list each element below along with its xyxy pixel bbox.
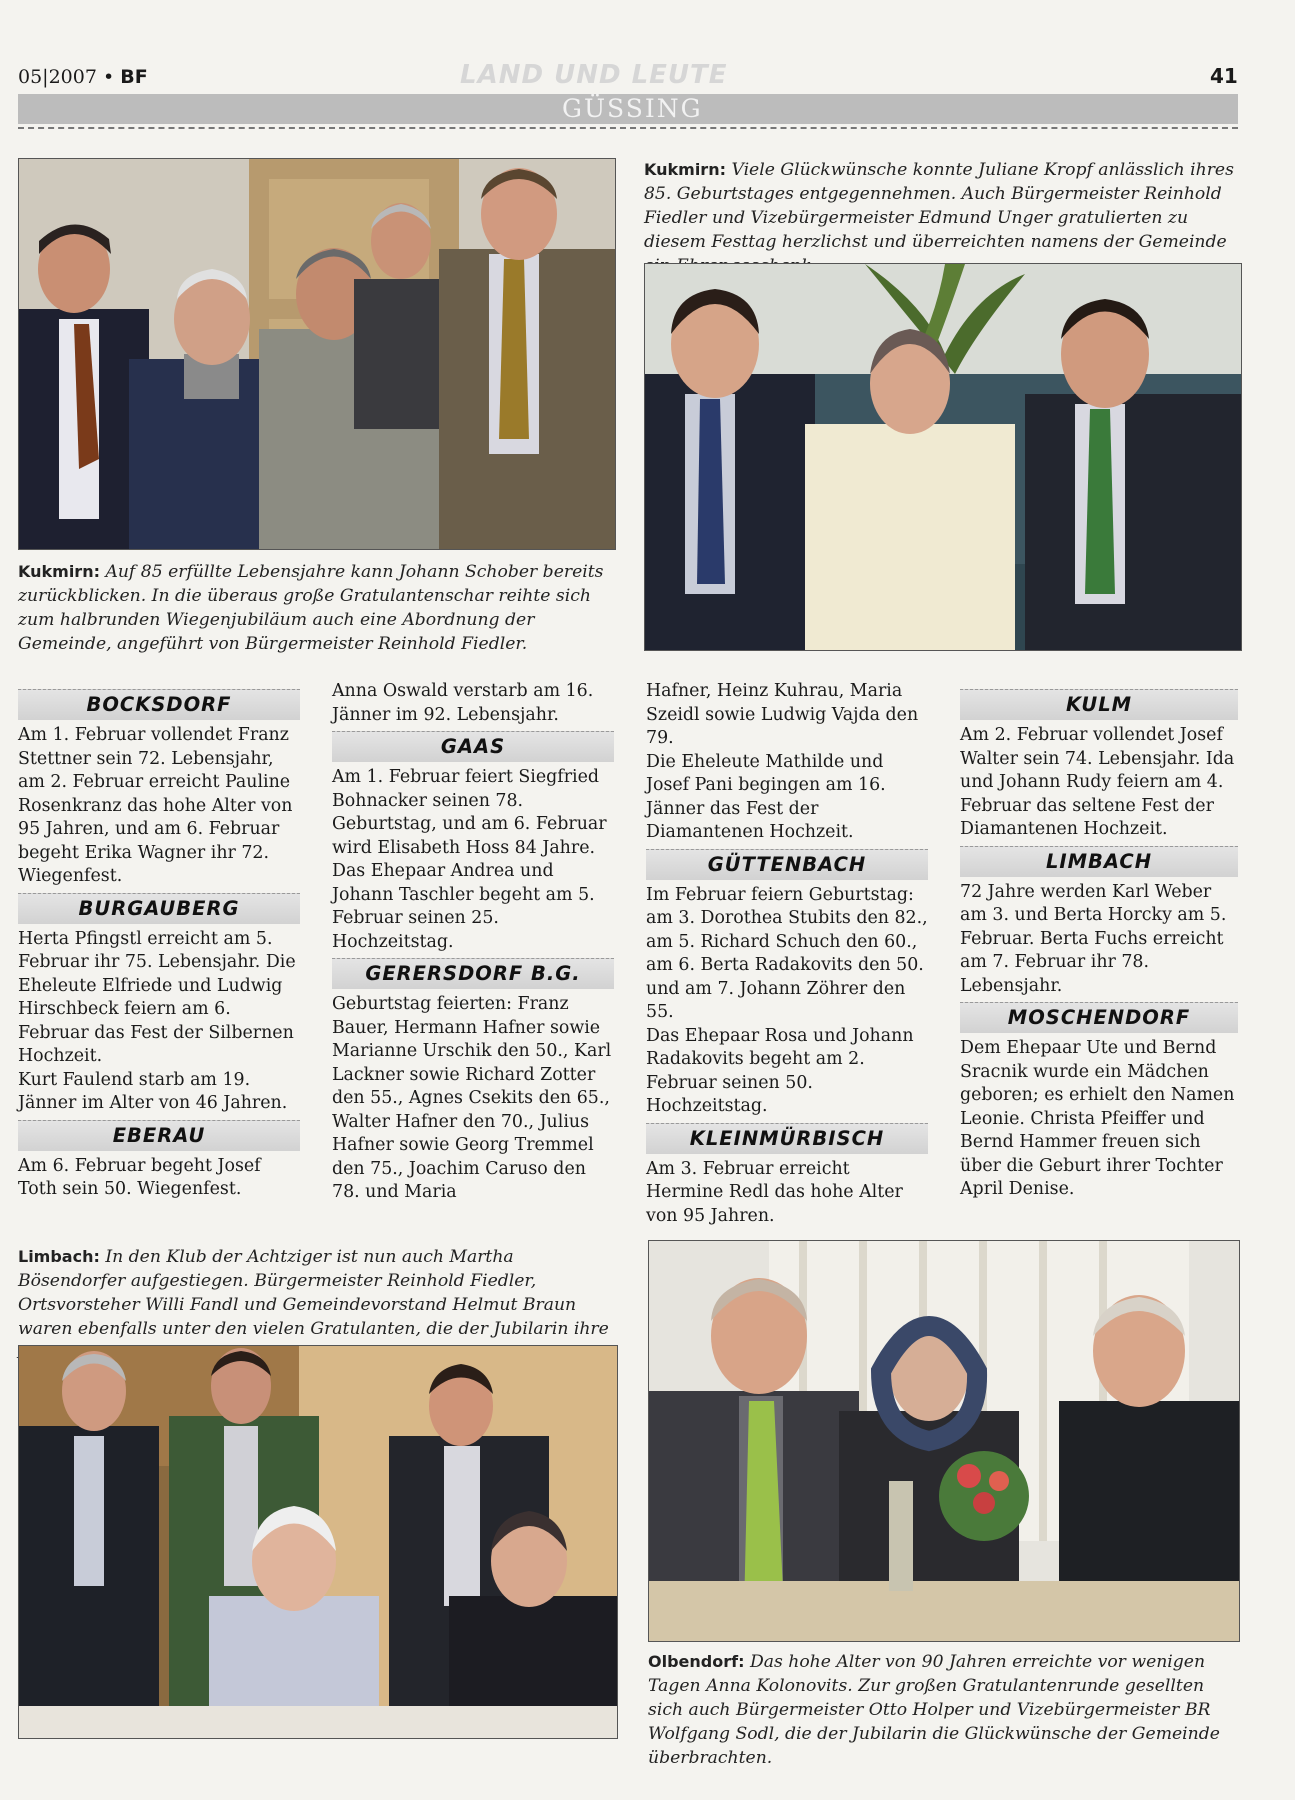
caption-place: Limbach: [18,1247,100,1266]
town-heading-kleinmuerbisch: KLEINMÜRBISCH [646,1123,928,1154]
page-number: 41 [1210,64,1238,88]
section-title: LAND UND LEUTE [460,60,728,90]
town-text-bocksdorf: Am 1. Februar vollendet Franz Stettner sein 72. Lebensjahr, am 2. Februar erreicht Pauline Rosenkranz das hohe Alter von 95 Jahren, und am 6. Februar begeht Erika Wagner ihr 72. Wiegenfest. [18,725,293,886]
town-text-kulm: Am 2. Februar vollendet Josef Walter sein 74. Lebensjahr. Ida und Johann Rudy feiern am 4. Februar das seltene Fest der Diamantenen Hochzeit. [960,725,1235,839]
town-text-burgauberg-2: Kurt Faulend starb am 19. Jänner im Alter von 46 Jahren. [18,1069,288,1113]
caption-place: Kukmirn: [18,562,100,581]
caption-text: In den Klub der Achtziger ist nun auch Martha Bösendorfer aufgestiegen. Bürgermeister Reinhold Fiedler, Ortsvorsteher Willi Fandl und Gemeindevorstand Helmut Braun waren ebenfalls unter den vielen Gratulanten, die der Jubilarin ihre [18,1247,609,1339]
header-divider [18,127,1238,129]
caption-top-right [644,158,1236,278]
continued-text-gerersdorf-2: Die Eheleute Mathilde und Josef Pani begingen am 16. Jänner das Fest der Diamantenen Hochzeit. [646,751,886,842]
continued-text-gerersdorf: Hafner, Heinz Kuhrau, Maria Szeidl sowie Ludwig Vajda den 79. [646,681,919,748]
town-text-kleinmuerbisch: Am 3. Februar erreicht Hermine Redl das hohe Alter von 95 Jahren. [646,1158,903,1226]
town-heading-gaas: GAAS [332,731,614,762]
town-text-guettenbach-2: Das Ehepaar Rosa und Johann Radakovits begeht am 2. Februar seinen 50. Hochzeitstag. [646,1025,914,1116]
town-heading-guettenbach: GÜTTENBACH [646,849,928,880]
town-text-gaas: Am 1. Februar feiert Siegfried Bohnacker seinen 78. Geburtstag, und am 6. Februar wird Elisabeth Hoss 84 Jahre. [332,767,607,858]
column-3 [646,680,928,1228]
issue-date: 05|2007 • BF [18,66,148,88]
town-text-eberau: Am 6. Februar begeht Josef Toth sein 50. Wiegenfest. [18,1155,261,1199]
district-title: GÜSSING [562,94,703,123]
town-heading-gerersdorf: GERERSDORF B.G. [332,958,614,989]
caption-text: Das hohe Alter von 90 Jahren erreichte vor wenigen Tagen Anna Kolonovits. Zur großen Gratulantenrunde gesellten sich auch Bürgermeister Otto Holper und Vizebürgermeister BR Wolfgang Sodl, die der Jubilarin die Glückwünsche der Gemeinde überbrachten. [648,1652,1220,1768]
photo-kukmirn-schober [18,158,616,550]
caption-text: Auf 85 erfüllte Lebensjahre kann Johann Schober bereits zurückblicken. In die überaus große Gratulantenschar reihte sich zum halbrunden Wiegenjubiläum auch eine Abordnung der Gemeinde, angeführt von Bürgermeister Reinhold Fiedler. [18,562,604,654]
publication-name: BF [120,66,148,88]
column-2 [332,680,614,1205]
town-text-gaas-2: Das Ehepaar Andrea und Johann Taschler begeht am 5. Februar seinen 25. Hochzeitstag. [332,861,595,952]
town-text-moschendorf: Dem Ehepaar Ute und Bernd Sracnik wurde ein Mädchen geboren; es erhielt den Namen Leonie. Christa Pfeiffer und Bernd Hammer freuen sich über die Geburt ihrer Tochter April Denise. [960,1038,1235,1199]
caption-place: Kukmirn: [644,160,726,179]
town-text-limbach: 72 Jahre werden Karl Weber am 3. und Berta Horcky am 5. Februar. Berta Fuchs erreicht am 7. Februar ihr 78. Lebensjahr. [960,881,1227,996]
town-text-guettenbach: Im Februar feiern Geburtstag: am 3. Dorothea Stubits den 82., am 5. Richard Schuch den 60., am 6. Berta Radakovits den 50. und am 7. Johann Zöhrer den 55. [646,884,928,1022]
town-heading-eberau: EBERAU [18,1120,300,1151]
caption-bottom-right [648,1650,1238,1770]
town-text-gerersdorf: Geburtstag feierten: Franz Bauer, Hermann Hafner sowie Marianne Urschik den 50., Karl Lackner sowie Richard Zotter den 55., Agnes Csekits den 65., Walter Hafner den 70., Julius Hafner sowie Georg Tremmel den 75., Joachim Caruso den 78. und Maria [332,994,612,1202]
column-4 [960,689,1238,1202]
photo-limbach-boesendorfer [18,1345,618,1739]
photo-kukmirn-kropf [644,263,1242,651]
photo-olbendorf-kolonovits [648,1240,1240,1642]
caption-top-left [18,560,614,656]
column-1 [18,689,300,1202]
continued-text-eberau: Anna Oswald verstarb am 16. Jänner im 92. Lebensjahr. [332,681,594,725]
town-heading-bocksdorf: BOCKSDORF [18,689,300,720]
town-text-burgauberg: Herta Pfingstl erreicht am 5. Februar ihr 75. Lebensjahr. Die Eheleute Elfriede und Ludwig Hirschbeck feiern am 6. Februar das Fest der Silbernen Hochzeit. [18,928,296,1066]
caption-text: Viele Glückwünsche konnte Juliane Kropf anlässlich ihres 85. Geburtstages entgegennehmen. Auch Bürgermeister Reinhold Fiedler und Vizebürgermeister Edmund Unger gratulierten zu diesem Festtag herzlichst und überreichten namens der Gemeinde [644,160,1234,252]
town-heading-limbach: LIMBACH [960,846,1238,877]
town-heading-kulm: KULM [960,689,1238,720]
town-heading-moschendorf: MOSCHENDORF [960,1002,1238,1033]
town-heading-burgauberg: BURGAUBERG [18,893,300,924]
caption-place: Olbendorf: [648,1652,745,1671]
